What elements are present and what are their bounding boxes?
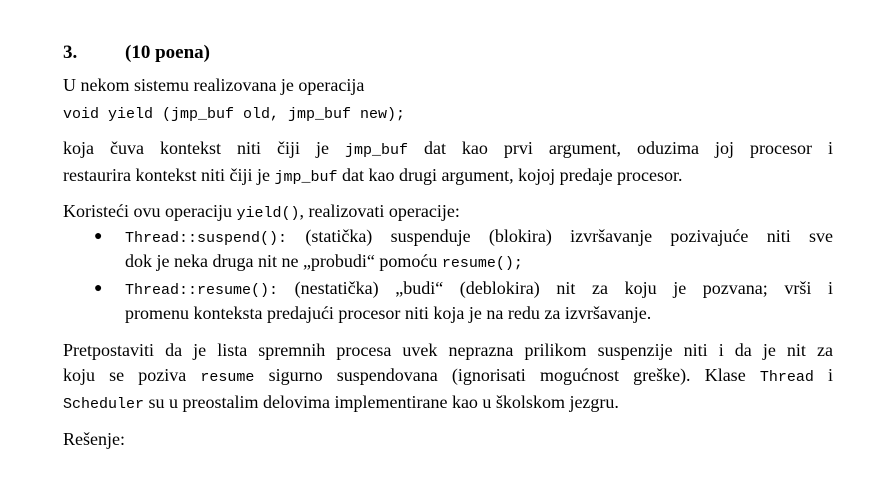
problem-heading [63, 40, 833, 66]
list-item [63, 277, 833, 325]
assumption-text: su u preostalim delovima implementirane kao u školskom jezgru. [144, 392, 619, 412]
method-description: dok je neka druga nit ne „probudi“ pomoću [125, 251, 442, 271]
task-code: yield() [236, 205, 300, 222]
method-description: promenu konteksta predajući procesor niti koja je na redu za izvršavanje. [125, 303, 652, 323]
task-text [63, 200, 833, 225]
method-description: (nestatička) „budi“ (deblokira) nit za koju je pozvana; vrši i [278, 278, 833, 298]
operations-list [63, 225, 833, 325]
intro-text: U nekom sistemu realizovana je operacija [63, 75, 365, 95]
assumption-line-3 [63, 391, 833, 416]
assumption-text: i [813, 365, 833, 385]
list-item [63, 225, 833, 275]
description-text: dat kao drugi argument, kojoj predaje procesor. [337, 165, 683, 185]
assumption-code: Thread [759, 369, 814, 386]
method-description: (statička) suspenduje (blokira) izvršavanje pozivajuće niti sve [287, 226, 833, 246]
assumption-text: koju se poziva [63, 365, 201, 385]
problem-page [63, 40, 833, 451]
description-line-1 [63, 137, 833, 162]
solution-label: Rešenje: [63, 429, 125, 449]
description-paragraph [63, 137, 833, 189]
description-text: restaurira kontekst niti čiji je [63, 165, 275, 185]
assumption-line-2 [63, 364, 833, 389]
task-text-part: Koristeći ovu operaciju [63, 201, 237, 221]
list-item-line-1 [125, 277, 833, 302]
description-code: jmp_buf [274, 169, 338, 186]
method-code: Thread::resume(): [125, 282, 279, 299]
assumption-paragraph [63, 339, 833, 416]
description-line-2 [63, 164, 833, 189]
assumption-code: Scheduler [63, 396, 145, 413]
method-code: Thread::suspend(): [125, 230, 288, 247]
bullet-icon: ● [94, 229, 103, 244]
assumption-text: sigurno suspendovana (ignorisati mogućnost greške). Klase [254, 365, 760, 385]
list-item-line-2 [125, 302, 833, 325]
description-text: koja čuva kontekst niti čiji je [63, 138, 345, 158]
yield-signature: void yield (jmp_buf old, jmp_buf new); [63, 106, 406, 123]
method-code: resume(); [441, 255, 523, 272]
description-text: dat kao prvi argument, oduzima joj procesor i [407, 138, 833, 158]
assumption-line-1: Pretpostaviti da je lista spremnih procesa uvek neprazna prilikom suspenzije niti i da je nit za [63, 340, 833, 360]
list-item-line-2 [125, 250, 833, 275]
assumption-code: resume [200, 369, 255, 386]
bullet-icon: ● [94, 281, 103, 296]
list-item-line-1 [125, 225, 833, 250]
problem-number: 3. [63, 42, 78, 63]
task-text-part: , realizovati operacije: [299, 201, 460, 221]
description-code: jmp_buf [344, 142, 408, 159]
problem-points: (10 poena) [125, 42, 210, 63]
